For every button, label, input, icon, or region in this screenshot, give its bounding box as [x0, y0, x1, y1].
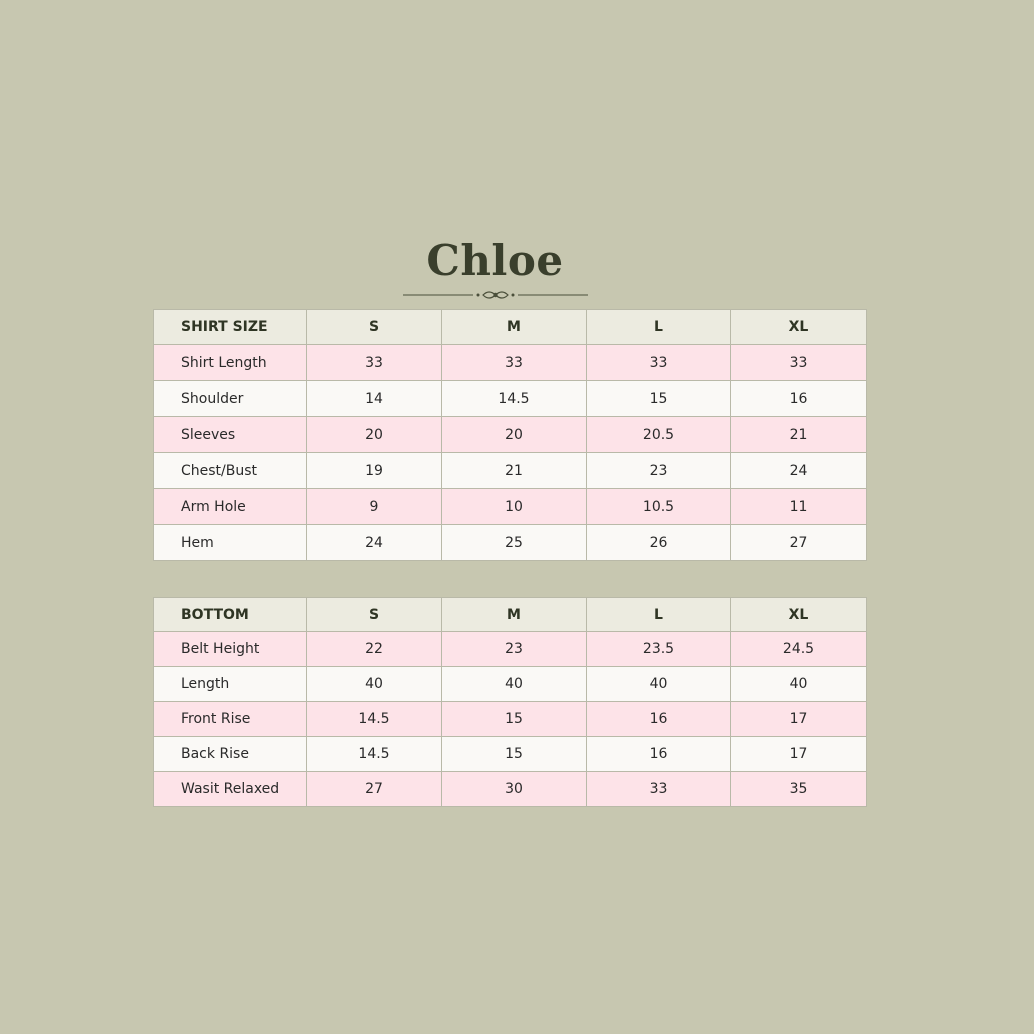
table-row: [154, 525, 867, 561]
row-label: Wasit Relaxed: [154, 772, 307, 807]
table-row: [154, 381, 867, 417]
column-header: SHIRT SIZE: [154, 310, 307, 345]
table-cell: 11: [731, 489, 867, 525]
column-header: XL: [731, 598, 867, 632]
row-label: Hem: [154, 525, 307, 561]
table-row: [154, 417, 867, 453]
row-label: Arm Hole: [154, 489, 307, 525]
table-cell: 40: [307, 667, 442, 702]
row-label: Shoulder: [154, 381, 307, 417]
table-cell: 16: [587, 702, 731, 737]
table-cell: 22: [307, 632, 442, 667]
table-cell: 33: [307, 345, 442, 381]
table-cell: 40: [731, 667, 867, 702]
column-header: S: [307, 310, 442, 345]
table-cell: 33: [731, 345, 867, 381]
table-cell: 21: [731, 417, 867, 453]
bottom-size-table: [153, 597, 867, 807]
shirt-size-table: [153, 309, 867, 561]
table-cell: 20: [307, 417, 442, 453]
column-header: M: [442, 598, 587, 632]
ornament-divider-icon: [403, 288, 588, 302]
row-label: Belt Height: [154, 632, 307, 667]
table-row: [154, 772, 867, 807]
column-header: XL: [731, 310, 867, 345]
table-cell: 40: [442, 667, 587, 702]
brand-title: Chloe: [426, 236, 564, 285]
table-header-row: [154, 310, 867, 345]
table-cell: 24.5: [731, 632, 867, 667]
table-header-row: [154, 598, 867, 632]
table-cell: 23: [587, 453, 731, 489]
table-cell: 16: [731, 381, 867, 417]
table-cell: 33: [442, 345, 587, 381]
table-cell: 21: [442, 453, 587, 489]
row-label: Front Rise: [154, 702, 307, 737]
table-cell: 17: [731, 702, 867, 737]
table-cell: 17: [731, 737, 867, 772]
table-cell: 15: [442, 702, 587, 737]
table-cell: 16: [587, 737, 731, 772]
table-cell: 20.5: [587, 417, 731, 453]
table-cell: 24: [731, 453, 867, 489]
table-row: [154, 453, 867, 489]
table-row: [154, 702, 867, 737]
table-cell: 33: [587, 772, 731, 807]
row-label: Shirt Length: [154, 345, 307, 381]
table-row: [154, 737, 867, 772]
table-cell: 14: [307, 381, 442, 417]
table-cell: 35: [731, 772, 867, 807]
table-cell: 27: [731, 525, 867, 561]
table-cell: 26: [587, 525, 731, 561]
column-header: S: [307, 598, 442, 632]
table-cell: 14.5: [442, 381, 587, 417]
table-cell: 10.5: [587, 489, 731, 525]
table-cell: 20: [442, 417, 587, 453]
table-cell: 25: [442, 525, 587, 561]
table-cell: 15: [587, 381, 731, 417]
table-cell: 15: [442, 737, 587, 772]
row-label: Back Rise: [154, 737, 307, 772]
table-cell: 30: [442, 772, 587, 807]
row-label: Chest/Bust: [154, 453, 307, 489]
table-cell: 14.5: [307, 737, 442, 772]
table-cell: 27: [307, 772, 442, 807]
column-header: L: [587, 310, 731, 345]
table-row: [154, 345, 867, 381]
table-cell: 23.5: [587, 632, 731, 667]
table-cell: 19: [307, 453, 442, 489]
table-cell: 14.5: [307, 702, 442, 737]
row-label: Length: [154, 667, 307, 702]
table-row: [154, 667, 867, 702]
table-cell: 23: [442, 632, 587, 667]
row-label: Sleeves: [154, 417, 307, 453]
table-cell: 9: [307, 489, 442, 525]
table-cell: 40: [587, 667, 731, 702]
table-row: [154, 632, 867, 667]
table-cell: 10: [442, 489, 587, 525]
column-header: M: [442, 310, 587, 345]
table-row: [154, 489, 867, 525]
table-cell: 33: [587, 345, 731, 381]
column-header: BOTTOM: [154, 598, 307, 632]
table-cell: 24: [307, 525, 442, 561]
column-header: L: [587, 598, 731, 632]
